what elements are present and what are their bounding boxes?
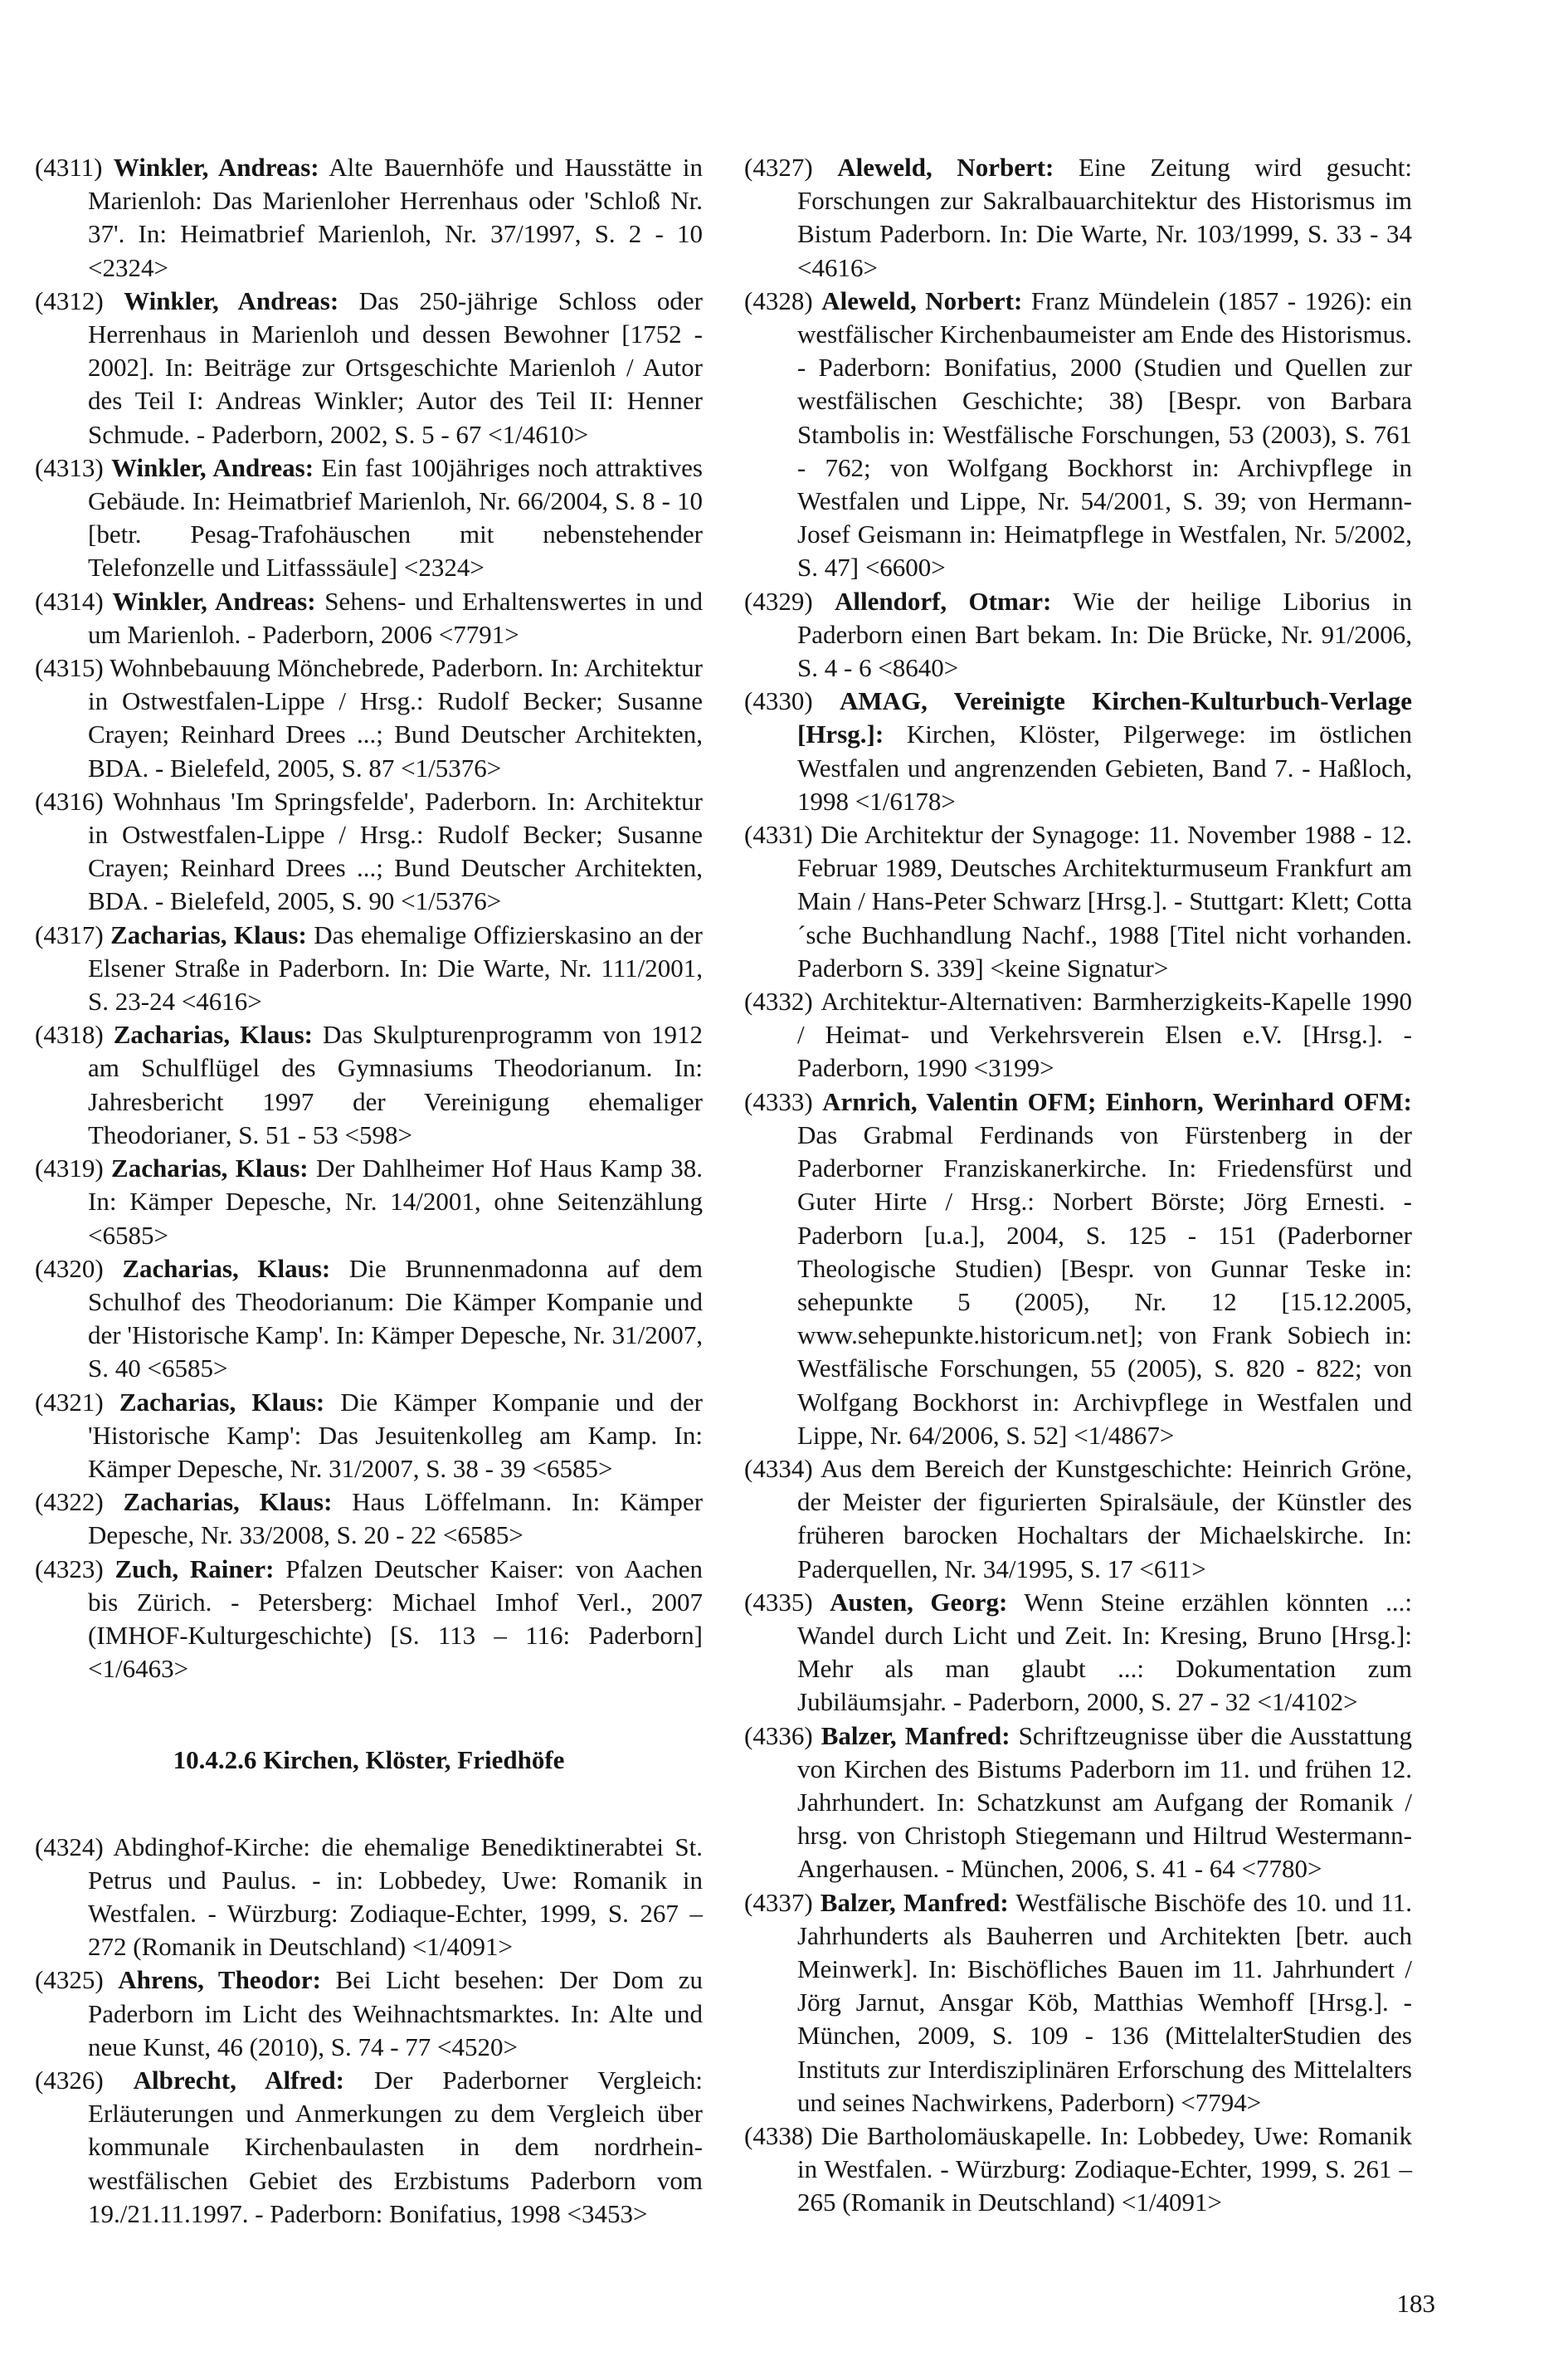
bibliography-entry: [744, 818, 1412, 985]
entry-author: Aleweld, Norbert:: [821, 285, 1023, 315]
bibliography-entry: [35, 651, 703, 785]
bibliography-entry: [35, 2064, 703, 2231]
entry-text: Westfälische Bischöfe des 10. und 11. Jahrhunderts als Bauherren und Architekten [betr. auch Meinwerk]. In: Bischöfliches Bauen im 11. Jahrhundert / Jörg Jarnut, Ansgar Köb, Matthias Wemhoff [Hrsg.]. - München, 2009, S. 109 - 136 (MittelalterStudien des Instituts zur Interdisziplinären Erforschung des Mittelalters und seines Nachwirkens, Paderborn) <7794>: [797, 1887, 1412, 2117]
entry-number: (4315): [35, 653, 104, 683]
entry-number: (4313): [35, 452, 104, 482]
page-number: 183: [1396, 2289, 1435, 2318]
entry-text: Das ehemalige Offizierskasino an der Elsener Straße in Paderborn. In: Die Warte, Nr. 111/2001, S. 23-24 <4616>: [88, 919, 704, 1017]
bibliography-entry: [35, 1963, 703, 2064]
bibliography-entry: [35, 785, 703, 919]
bibliography-entry: [35, 285, 703, 451]
bibliography-entry: [35, 1018, 703, 1152]
bibliography-entry: [744, 585, 1412, 685]
entry-author: Winkler, Andreas:: [124, 285, 339, 315]
entry-author: Zacharias, Klaus:: [119, 1387, 325, 1417]
bibliography-entry: [744, 2119, 1412, 2220]
entry-number: (4336): [744, 1720, 813, 1750]
entry-number: (4335): [744, 1587, 813, 1617]
entry-author: Ahrens, Theodor:: [118, 1965, 321, 1995]
entry-text: Die Kämper Kompanie und der 'Historische Kamp': Das Jesuitenkolleg am Kamp. In: Kämper Depesche, Nr. 31/2007, S. 38 - 39 <6585>: [88, 1387, 703, 1483]
bibliography-entry: [35, 1485, 703, 1552]
entry-number: (4329): [744, 586, 813, 616]
entry-text: Abdinghof-Kirche: die ehemalige Benediktinerabtei St. Petrus und Paulus. - in: Lobbedey, Uwe: Romanik in Westfalen. - Würzburg: Zodiaque-Echter, 1999, S. 267 – 272 (Romanik in Deutschland) <1/4091>: [88, 1832, 704, 1962]
entry-author: Allendorf, Otmar:: [835, 586, 1052, 616]
bibliography-entry: [744, 1085, 1412, 1452]
bibliography-entry: [35, 1152, 703, 1252]
entry-text: Die Architektur der Synagoge: 11. November 1988 - 12. Februar 1989, Deutsches Architekturmuseum Frankfurt am Main / Hans-Peter Schwarz [Hrsg.]. - Stuttgart: Klett; Cotta´sche Buchhandlung Nachf., 1988 [Titel nicht vorhanden. Paderborn S. 339] <keine Signatur>: [797, 820, 1412, 983]
entry-author: Albrecht, Alfred:: [133, 2065, 344, 2095]
entry-number: (4319): [35, 1154, 104, 1183]
entry-text: Franz Mündelein (1857 - 1926): ein westfälischer Kirchenbaumeister am Ende des Historismus. - Paderborn: Bonifatius, 2000 (Studien und Quellen zur westfälischen Geschichte; 38) [Bespr. von Barbara Stambolis in: Westfälische Forschungen, 53 (2003), S. 761 - 762; von Wolfgang Bockhorst in: Archivpflege in Westfalen und Lippe, Nr. 54/2001, S. 39; von Hermann-Josef Geismann in: Heimatpflege in Westfalen, Nr. 5/2002, S. 47] <6600>: [797, 285, 1413, 583]
entry-number: (4328): [744, 285, 813, 315]
bibliography-entry: [35, 1252, 703, 1386]
entry-number: (4337): [744, 1887, 813, 1917]
bibliography-entry: [744, 151, 1412, 285]
entry-number: (4318): [35, 1020, 104, 1050]
entry-text: Haus Löffelmann. In: Kämper Depesche, Nr. 33/2008, S. 20 - 22 <6585>: [88, 1487, 704, 1550]
right-entries: [744, 151, 1412, 2220]
entry-text: Eine Zeitung wird gesucht: Forschungen zur Sakralbauarchitektur des Historismus im Bistum Paderborn. In: Die Warte, Nr. 103/1999, S. 33 - 34 <4616>: [797, 153, 1413, 282]
entry-text: Bei Licht besehen: Der Dom zu Paderborn im Licht des Weihnachtsmarktes. In: Alte und neue Kunst, 46 (2010), S. 74 - 77 <4520>: [88, 1965, 703, 2061]
left-column: [35, 151, 703, 2231]
entry-number: (4327): [744, 153, 813, 182]
entry-author: Aleweld, Norbert:: [837, 153, 1054, 182]
bibliography-entry: [35, 919, 703, 1019]
entry-author: Balzer, Manfred:: [821, 1720, 1010, 1750]
entry-text: Wenn Steine erzählen könnten ...: Wandel durch Licht und Zeit. In: Kresing, Bruno [Hrsg.]: Mehr als man glaubt ...: Dokumentation zum Jubiläumsjahr. - Paderborn, 2000, S. 27 - 32 <1/4102>: [797, 1587, 1412, 1717]
entry-number: (4331): [744, 820, 813, 850]
bibliography-entry: [35, 1386, 703, 1486]
entry-author: Winkler, Andreas:: [113, 153, 319, 182]
entry-author: Winkler, Andreas:: [111, 452, 314, 482]
entry-text: Wie der heilige Liborius in Paderborn einen Bart bekam. In: Die Brücke, Nr. 91/2006, S. 4 - 6 <8640>: [797, 586, 1413, 683]
entry-number: (4332): [744, 987, 813, 1017]
bibliography-entry: [744, 1452, 1412, 1586]
entry-text: Der Paderborner Vergleich: Erläuterungen und Anmerkungen zu dem Vergleich über kommunale Kirchenbaulasten in dem nordrhein-westfälischen Gebiet des Erzbistums Paderborn vom 19./21.11.1997. - Paderborn: Bonifatius, 1998 <3453>: [88, 2065, 703, 2228]
entry-text: Wohnhaus 'Im Springsfelde', Paderborn. In: Architektur in Ostwestfalen-Lippe / Hrsg.: Rudolf Becker; Susanne Crayen; Reinhard Drees ...; Bund Deutscher Architekten, BDA. - Bielefeld, 2005, S. 90 <1/5376>: [88, 786, 703, 916]
entry-number: (4311): [35, 153, 103, 182]
entry-text: Der Dahlheimer Hof Haus Kamp 38. In: Kämper Depesche, Nr. 14/2001, ohne Seitenzählung <6585>: [88, 1154, 704, 1250]
left-entries-after-heading: [35, 1831, 703, 2231]
bibliography-entry: [744, 1886, 1412, 2119]
entry-author: Zacharias, Klaus:: [122, 1253, 331, 1283]
entry-text: Pfalzen Deutscher Kaiser: von Aachen bis Zürich. - Petersberg: Michael Imhof Verl., 2007 (IMHOF-Kulturgeschichte) [S. 113 – 116: Paderborn] <1/6463>: [88, 1554, 704, 1684]
entry-text: Wohnbebauung Mönchebrede, Paderborn. In: Architektur in Ostwestfalen-Lippe / Hrsg.: Rudolf Becker; Susanne Crayen; Reinhard Drees ...; Bund Deutscher Architekten, BDA. - Bielefeld, 2005, S. 87 <1/5376>: [88, 653, 703, 783]
entry-text: Kirchen, Klöster, Pilgerwege: im östlichen Westfalen und angrenzenden Gebieten, Band 7. - Haßloch, 1998 <1/6178>: [797, 719, 1412, 816]
entry-number: (4314): [35, 586, 104, 616]
entry-text: Alte Bauernhöfe und Hausstätte in Marienloh: Das Marienloher Herrenhaus oder 'Schloß Nr. 37'. In: Heimatbrief Marienloh, Nr. 37/1997, S. 2 - 10 <2324>: [88, 153, 704, 282]
entry-number: (4323): [35, 1554, 104, 1583]
entry-author: Balzer, Manfred:: [820, 1887, 1009, 1917]
entry-text: Aus dem Bereich der Kunstgeschichte: Heinrich Gröne, der Meister der figurierten Spiralsäule, der Künstler des früheren barocken Hochaltars der Michaelskirche. In: Paderquellen, Nr. 34/1995, S. 17 <611>: [797, 1453, 1412, 1583]
bibliography-entry: [35, 151, 703, 285]
left-entries-before-heading: [35, 151, 703, 1685]
bibliography-entry: [744, 285, 1412, 585]
entry-text: Schriftzeugnisse über die Ausstattung von Kirchen des Bistums Paderborn im 11. und frühen 12. Jahrhundert. In: Schatzkunst am Aufgang der Romanik / hrsg. von Christoph Stiegemann und Hiltrud Westermann-Angerhausen. - München, 2006, S. 41 - 64 <7780>: [797, 1720, 1413, 1884]
entry-text: Das Skulpturenprogramm von 1912 am Schulflügel des Gymnasiums Theodorianum. In: Jahresbericht 1997 der Vereinigung ehemaliger Theodorianer, S. 51 - 53 <598>: [88, 1020, 704, 1149]
entry-number: (4326): [35, 2065, 104, 2095]
bibliography-entry: [744, 1719, 1412, 1886]
bibliography-entry: [744, 685, 1412, 818]
entry-number: (4321): [35, 1387, 104, 1417]
entry-number: (4325): [35, 1965, 104, 1995]
entry-number: (4338): [744, 2120, 813, 2150]
entry-text: Sehens- und Erhaltenswertes in und um Marienloh. - Paderborn, 2006 <7791>: [88, 586, 704, 649]
entry-author: Zacharias, Klaus:: [113, 1020, 313, 1050]
bibliography-entry: [744, 1586, 1412, 1719]
entry-number: (4320): [35, 1253, 104, 1283]
bibliography-entry: [35, 451, 703, 585]
entry-author: Zuch, Rainer:: [114, 1554, 275, 1583]
entry-number: (4322): [35, 1487, 104, 1517]
entry-number: (4333): [744, 1086, 813, 1116]
bibliography-entry: [35, 585, 703, 651]
entry-text: Ein fast 100jähriges noch attraktives Gebäude. In: Heimatbrief Marienloh, Nr. 66/2004, S. 8 - 10 [betr. Pesag-Trafohäuschen mit nebenstehender Telefonzelle und Litfasssäule] <2324>: [88, 452, 703, 583]
entry-text: Das Grabmal Ferdinands von Fürstenberg in der Paderborner Franziskanerkirche. In: Friedensfürst und Guter Hirte / Hrsg.: Norbert Börste; Jörg Ernesti. - Paderborn [u.a.], 2004, S. 125 - 151 (Paderborner Theologische Studien) [Bespr. von Gunnar Teske in: sehepunkte 5 (2005), Nr. 12 [15.12.2005, www.sehepunkte.historicum.net]; von Frank Sobiech in: Westfälische Forschungen, 55 (2005), S. 820 - 822; von Wolfgang Bockhorst in: Archivpflege in Westfalen und Lippe, Nr. 64/2006, S. 52] <1/4867>: [797, 1119, 1412, 1450]
entry-text: Die Bartholomäuskapelle. In: Lobbedey, Uwe: Romanik in Westfalen. - Würzburg: Zodiaque-Echter, 1999, S. 261 – 265 (Romanik in Deutschland) <1/4091>: [797, 2120, 1412, 2217]
entry-author: Zacharias, Klaus:: [110, 919, 307, 949]
entry-text: Architektur-Alternativen: Barmherzigkeits-Kapelle 1990 / Heimat- und Verkehrsverein Elsen e.V. [Hrsg.]. - Paderborn, 1990 <3199>: [797, 987, 1412, 1083]
entry-text: Die Brunnenmadonna auf dem Schulhof des Theodorianum: Die Kämper Kompanie und der 'Historische Kamp'. In: Kämper Depesche, Nr. 31/2007, S. 40 <6585>: [88, 1253, 704, 1383]
entry-author: AMAG, Vereinigte Kirchen-Kulturbuch-Verlage [Hrsg.]:: [797, 686, 1413, 749]
bibliography-entry: [35, 1553, 703, 1686]
entry-author: Arnrich, Valentin OFM; Einhorn, Werinhard OFM:: [822, 1086, 1412, 1116]
entry-number: (4312): [35, 285, 104, 315]
entry-author: Austen, Georg:: [830, 1587, 1008, 1617]
entry-text: Das 250-jährige Schloss oder Herrenhaus in Marienloh und dessen Bewohner [1752 - 2002]. In: Beiträge zur Ortsgeschichte Marienloh / Autor des Teil I: Andreas Winkler; Autor des Teil II: Henner Schmude. - Paderborn, 2002, S. 5 - 67 <1/4610>: [88, 285, 703, 449]
section-heading: 10.4.2.6 Kirchen, Klöster, Friedhöfe: [173, 1745, 565, 1775]
bibliography-entry: [744, 985, 1412, 1085]
entry-author: Zacharias, Klaus:: [111, 1154, 309, 1183]
bibliography-entry: [35, 1831, 703, 1964]
entry-author: Winkler, Andreas:: [112, 586, 316, 616]
right-column: [744, 151, 1412, 2220]
entry-number: (4317): [35, 919, 104, 949]
entry-author: Zacharias, Klaus:: [123, 1487, 333, 1517]
entry-number: (4324): [35, 1832, 104, 1861]
entry-number: (4334): [744, 1453, 813, 1483]
entry-number: (4330): [744, 686, 813, 716]
entry-number: (4316): [35, 786, 104, 816]
